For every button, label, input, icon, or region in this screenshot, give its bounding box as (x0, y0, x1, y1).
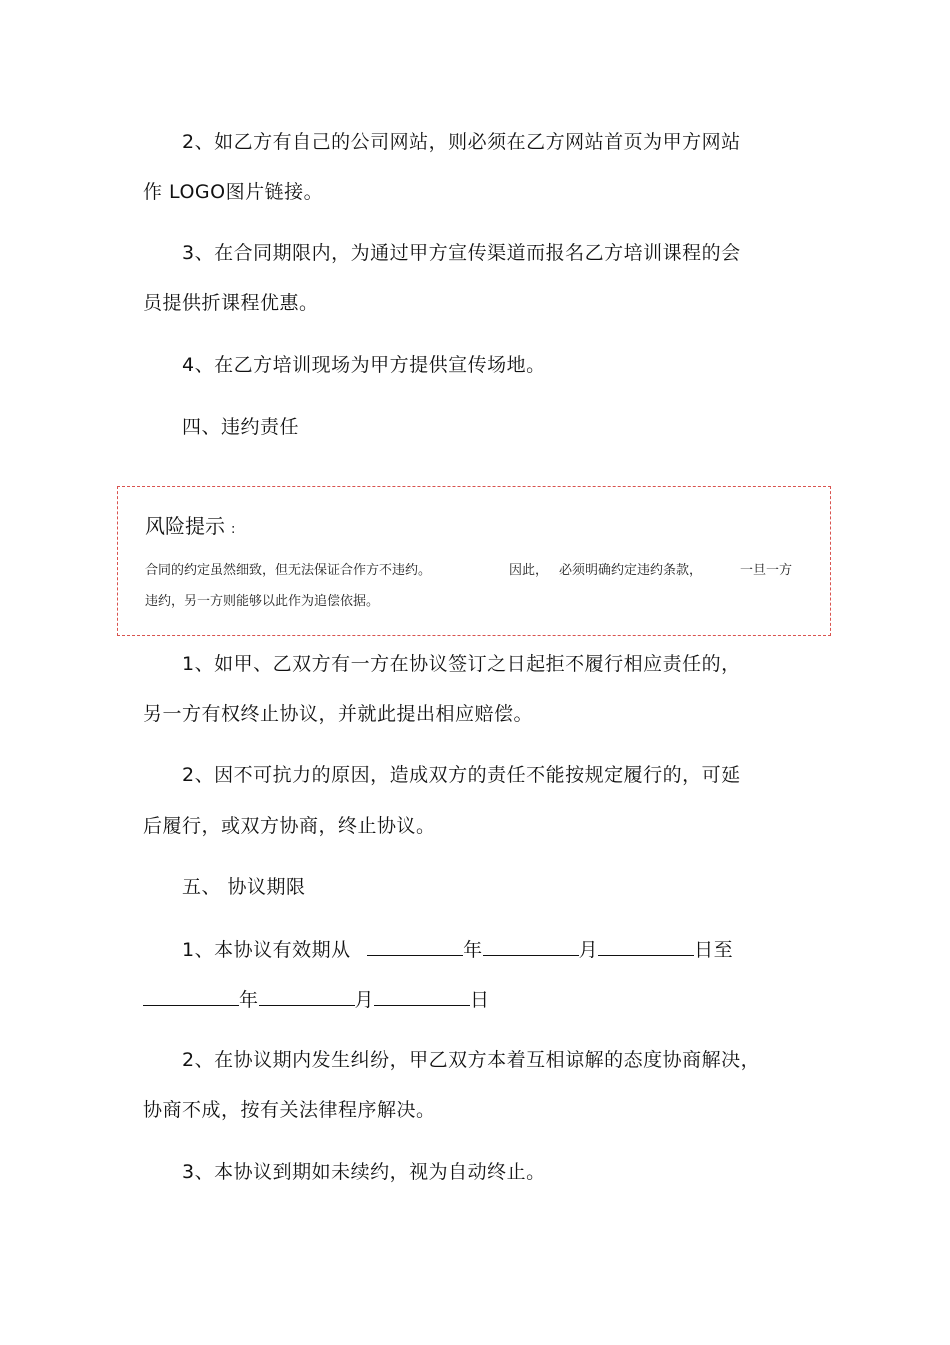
clause-3-2-line-2: 作 LOGO图片链接。 (143, 181, 324, 203)
end-day-blank[interactable] (374, 987, 470, 1006)
risk-notice-text-1b: 因此， (509, 563, 549, 578)
clause-5-2-line-1: 2、在协议期内发生纠纷，甲乙双方本着互相谅解的态度协商解决， (182, 1049, 761, 1071)
section-5-heading: 五、 协议期限 (182, 876, 306, 898)
clause-5-3: 3、本协议到期如未续约，视为自动终止。 (182, 1161, 546, 1183)
end-year-blank[interactable] (143, 987, 239, 1006)
clause-5-1-line-2 (143, 987, 490, 1012)
clause-3-2-line-1: 2、如乙方有自己的公司网站，则必须在乙方网站首页为甲方网站 (182, 131, 741, 153)
start-year-blank[interactable] (367, 937, 463, 956)
risk-notice-colon: : (231, 522, 236, 537)
risk-notice-text-1c: 必须明确约定违约条款， (559, 563, 703, 578)
end-month-blank[interactable] (259, 987, 355, 1006)
clause-5-1-line-1 (182, 937, 733, 962)
risk-notice-box (117, 486, 831, 636)
risk-notice-title (145, 513, 235, 543)
month-label: 月 (578, 939, 599, 961)
clause-4-1-line-2: 另一方有权终止协议，并就此提出相应赔偿。 (143, 703, 534, 725)
clause-3-3-line-1: 3、在合同期限内，为通过甲方宣传渠道而报名乙方培训课程的会 (182, 242, 741, 264)
clause-4-2-line-2: 后履行，或双方协商，终止协议。 (143, 815, 436, 837)
term-from-label: 1、本协议有效期从 (182, 939, 351, 961)
end-month-label: 月 (354, 989, 375, 1011)
risk-notice-text-2: 违约，另一方则能够以此作为追偿依据。 (145, 594, 380, 609)
end-year-label: 年 (239, 989, 259, 1011)
risk-notice-title-text: 风险提示 (145, 514, 225, 538)
risk-notice-text-1a: 合同的约定虽然细致，但无法保证合作方不违约。 (145, 563, 432, 578)
day-to-label: 日至 (694, 939, 734, 961)
end-day-label: 日 (470, 989, 490, 1011)
clause-3-3-line-2: 员提供折课程优惠。 (143, 292, 319, 314)
start-month-blank[interactable] (483, 937, 579, 956)
section-4-heading: 四、违约责任 (182, 416, 300, 438)
start-day-blank[interactable] (598, 937, 694, 956)
risk-notice-text-1d: 一旦一方 (740, 563, 793, 578)
clause-4-1-line-1: 1、如甲、乙双方有一方在协议签订之日起拒不履行相应责任的， (182, 653, 741, 675)
clause-4-2-line-1: 2、因不可抗力的原因，造成双方的责任不能按规定履行的，可延 (182, 764, 741, 786)
clause-3-4: 4、在乙方培训现场为甲方提供宣传场地。 (182, 354, 546, 376)
year-label: 年 (463, 939, 483, 961)
clause-5-2-line-2: 协商不成，按有关法律程序解决。 (143, 1099, 436, 1121)
